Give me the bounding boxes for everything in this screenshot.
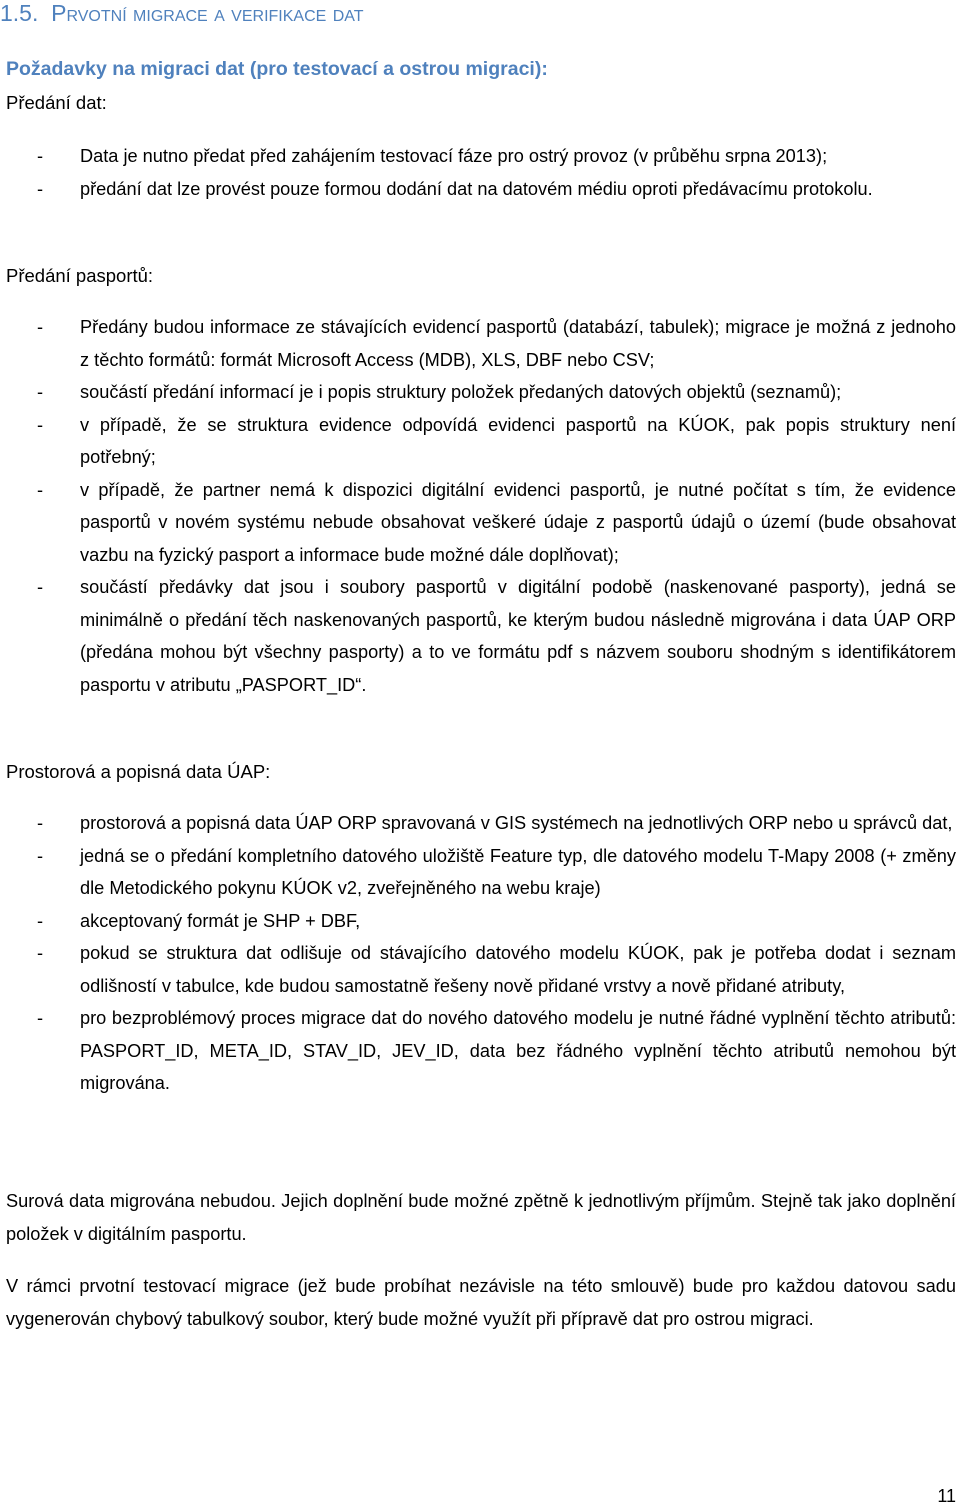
list-item bbox=[0, 937, 960, 1002]
bullet-dash: - bbox=[37, 414, 44, 435]
bullet-list-predani-dat bbox=[0, 140, 960, 205]
bullet-dash: - bbox=[37, 943, 44, 963]
bullet-dash: - bbox=[37, 317, 44, 337]
list-item-text: součástí předání informací je i popis struktury položek předaných datových objektů (seznamů); bbox=[80, 382, 842, 402]
list-item-text: prostorová a popisná data ÚAP ORP spravovaná v GIS systémech na jednotlivých ORP nebo u správců dat, bbox=[80, 813, 953, 833]
list-item bbox=[0, 1002, 960, 1100]
list-item-text: v případě, že partner nemá k dispozici digitální evidenci pasportů, je nutné počítat s tím, že evidence pasportů v novém systému nebude obsahovat veškeré údaje z pasportů údajů o území (bude obsahovat vazbu na fyzický pasport a informace bude možné dále doplňovat); bbox=[80, 479, 956, 565]
bullet-list-prostorova-data bbox=[0, 807, 960, 1100]
list-item bbox=[0, 474, 960, 572]
list-item bbox=[0, 376, 960, 409]
section-number: 1.5. bbox=[0, 0, 39, 26]
bullet-dash: - bbox=[37, 845, 44, 866]
list-item bbox=[0, 311, 960, 376]
list-item-text: předání dat lze provést pouze formou dodání dat na datovém médiu oproti předávacímu protokolu. bbox=[80, 178, 873, 199]
paragraph-raw-data: Surová data migrována nebudou. Jejich doplnění bude možné zpětně k jednotlivým příjmům. Stejně tak jako doplnění položek v digitálním pasportu. bbox=[6, 1191, 956, 1244]
section-heading bbox=[0, 0, 364, 27]
list-item bbox=[0, 409, 960, 474]
list-item-text: Předány budou informace ze stávajících evidencí pasportů (databází, tabulek); migrace je možná z jednoho z těchto formátů: formát Microsoft Access (MDB), XLS, DBF nebo CSV; bbox=[80, 317, 956, 370]
subheading: Požadavky na migraci dat (pro testovací a ostrou migraci): bbox=[6, 58, 548, 80]
page-number: 11 bbox=[937, 1486, 956, 1506]
bullet-dash: - bbox=[37, 479, 44, 500]
bullet-dash: - bbox=[37, 813, 44, 833]
bullet-dash: - bbox=[37, 178, 44, 199]
list-item-text: Data je nutno předat před zahájením testovací fáze pro ostrý provoz (v průběhu srpna 2013); bbox=[80, 146, 828, 166]
list-item-text: součástí předávky dat jsou i soubory pasportů v digitální podobě (naskenované pasporty), jedná se minimálně o předání těch naskenovaných pasportů, ke kterým budou následně migrována i data ÚAP ORP (předána mohou být všechny pasporty) a to ve formátu pdf s názvem souboru shodným s identifikátorem pasportu v atributu „PASPORT_ID“. bbox=[80, 577, 956, 695]
paragraph-test-migration: V rámci prvotní testovací migrace (jež bude probíhat nezávisle na této smlouvě) bude pro každou datovou sadu vygenerován chybový tabulkový soubor, který bude možné využít při přípravě dat pro ostrou migraci. bbox=[6, 1276, 956, 1329]
list-item bbox=[0, 571, 960, 701]
bullet-dash: - bbox=[37, 382, 44, 402]
bullet-dash: - bbox=[37, 577, 44, 597]
list-item bbox=[0, 140, 960, 173]
list-item-text: akceptovaný formát je SHP + DBF, bbox=[80, 910, 361, 931]
section-label-predani-dat: Předání dat: bbox=[6, 92, 107, 113]
list-item-text: pokud se struktura dat odlišuje od stávajícího datového modelu KÚOK, pak je potřeba dodat i seznam odlišností v tabulce, kde budou samostatně řešeny nově přidané vrstvy a nově přidané atributy, bbox=[80, 943, 956, 996]
section-label-predani-pasportu: Předání pasportů: bbox=[6, 265, 154, 286]
section-title: Prvotní migrace a verifikace dat bbox=[51, 0, 364, 26]
bullet-list-predani-pasportu bbox=[0, 311, 960, 701]
list-item bbox=[0, 173, 960, 206]
bullet-dash: - bbox=[37, 1008, 44, 1028]
bullet-dash: - bbox=[37, 910, 44, 931]
list-item-text: v případě, že se struktura evidence odpovídá evidenci pasportů na KÚOK, pak popis struktury není potřebný; bbox=[80, 414, 956, 467]
list-item-text: jedná se o předání kompletního datového uložiště Feature typ, dle datového modelu T-Mapy 2008 (+ změny dle Metodického pokynu KÚOK v2, zveřejněného na webu kraje) bbox=[80, 845, 956, 898]
bullet-dash: - bbox=[37, 146, 44, 166]
list-item-text: pro bezproblémový proces migrace dat do nového datového modelu je nutné řádné vyplnění těchto atributů: PASPORT_ID, META_ID, STAV_ID, JEV_ID, data bez řádného vyplnění těchto atributů nemohou být migrována. bbox=[80, 1008, 956, 1093]
list-item bbox=[0, 807, 960, 840]
section-label-prostorova-data: Prostorová a popisná data ÚAP: bbox=[6, 761, 271, 782]
list-item bbox=[0, 840, 960, 905]
list-item bbox=[0, 905, 960, 938]
